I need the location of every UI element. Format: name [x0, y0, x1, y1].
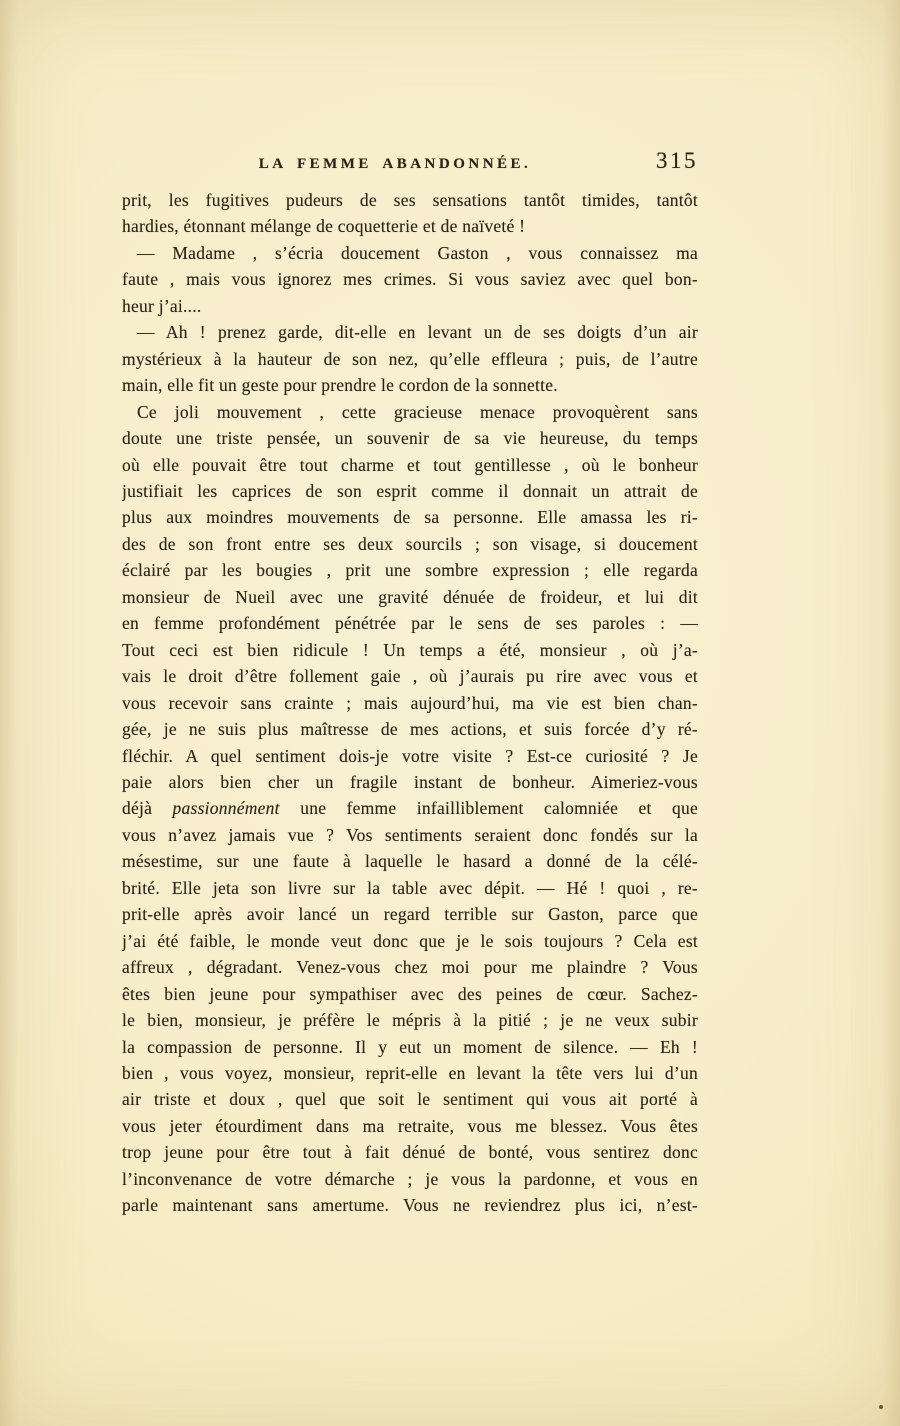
text-segment: — Madame , s’écria doucement Gaston , vous connaissez ma	[137, 242, 698, 263]
text-line	[122, 901, 698, 927]
text-line	[122, 848, 698, 874]
text-line	[122, 213, 698, 239]
text-segment: mésestime, sur une faute à laquelle le hasard a donné de la célé-	[122, 851, 698, 872]
text-line	[122, 954, 698, 980]
text-segment: fléchir. A quel sentiment dois-je votre visite ? Est-ce curiosité ? Je	[122, 745, 698, 766]
text-line	[122, 928, 698, 954]
text-line	[122, 425, 698, 451]
text-segment: éclairé par les bougies , prit une sombre expression ; elle regarda	[122, 560, 698, 581]
text-line	[122, 1113, 698, 1139]
text-segment: j’ai été faible, le monde veut donc que je le sois toujours ? Cela est	[122, 930, 698, 951]
text-segment: — Ah ! prenez garde, dit-elle en levant un de ses doigts d’un air	[137, 322, 698, 343]
text-line	[122, 240, 698, 266]
text-segment: prit, les fugitives pudeurs de ses sensations tantôt timides, tantôt	[122, 190, 698, 210]
page-edge-shadow-left	[0, 0, 18, 1426]
page-edge-shadow-right	[882, 0, 900, 1426]
text-line	[122, 1034, 698, 1060]
text-line	[122, 637, 698, 663]
text-segment: Ce joli mouvement , cette gracieuse menace provoquèrent sans	[137, 401, 698, 422]
text-line	[122, 1139, 698, 1165]
text-segment: paie alors bien cher un fragile instant de bonheur. Aimeriez-vous	[122, 771, 698, 792]
text-segment: l’inconvenance de votre démarche ; je vous la pardonne, et vous en	[122, 1168, 698, 1189]
text-line	[122, 1166, 698, 1192]
text-segment: main, elle fit un geste pour prendre le cordon de la sonnette.	[122, 375, 558, 396]
text-segment: faute , mais vous ignorez mes crimes. Si vous saviez avec quel bon-	[122, 269, 698, 290]
text-line	[122, 1086, 698, 1112]
page-number: 315	[656, 148, 698, 173]
text-line	[122, 1060, 698, 1086]
text-line	[122, 452, 698, 478]
text-segment: où elle pouvait être tout charme et tout gentillesse , où le bonheur	[122, 454, 698, 475]
text-segment: heur j’ai....	[122, 295, 202, 316]
text-segment: bien , vous voyez, monsieur, reprit-elle en levant la tête vers lui d’un	[122, 1062, 698, 1083]
text-line	[122, 743, 698, 769]
text-line	[122, 187, 698, 213]
text-segment: mystérieux à la hauteur de son nez, qu’elle effleura ; puis, de l’autre	[122, 348, 698, 369]
text-line	[122, 372, 698, 398]
text-segment: plus aux moindres mouvements de sa personne. Elle amassa les ri-	[122, 507, 698, 528]
text-segment: Tout ceci est bien ridicule ! Un temps a été, monsieur , où j’a-	[122, 639, 698, 660]
text-line	[122, 663, 698, 689]
text-segment: monsieur de Nueil avec une gravité dénuée de froideur, et lui dit	[122, 586, 698, 607]
text-line	[122, 981, 698, 1007]
text-line	[122, 399, 698, 425]
text-line	[122, 1007, 698, 1033]
text-segment: êtes bien jeune pour sympathiser avec des peines de cœur. Sachez-	[122, 983, 698, 1004]
body-text	[122, 187, 698, 1219]
text-line	[122, 293, 698, 319]
text-segment: une femme infailliblement calomniée et que	[279, 798, 698, 819]
text-segment: vais le droit d’être follement gaie , où j’aurais pu rire avec vous et	[122, 666, 698, 687]
text-segment: le bien, monsieur, je préfère le mépris à la pitié ; je ne veux subir	[122, 1010, 698, 1031]
text-line	[122, 504, 698, 530]
text-line	[122, 478, 698, 504]
text-segment: affreux , dégradant. Venez-vous chez moi pour me plaindre ? Vous	[122, 957, 698, 978]
text-line	[122, 769, 698, 795]
text-segment: vous jeter étourdiment dans ma retraite, vous me blessez. Vous êtes	[122, 1115, 698, 1136]
text-segment: air triste et doux , quel que soit le sentiment qui vous ait porté à	[122, 1089, 698, 1110]
text-line	[122, 795, 698, 821]
text-line	[122, 1192, 698, 1218]
paper-speck	[879, 1405, 883, 1409]
text-line	[122, 319, 698, 345]
text-segment: parle maintenant sans amertume. Vous ne reviendrez plus ici, n’est-	[122, 1195, 698, 1216]
text-line	[122, 346, 698, 372]
text-line	[122, 531, 698, 557]
text-segment: justifiait les caprices de son esprit comme il donnait un attrait de	[122, 480, 698, 501]
running-header	[122, 148, 698, 182]
text-segment: vous n’avez jamais vue ? Vos sentiments seraient donc fondés sur la	[122, 824, 698, 845]
text-line	[122, 716, 698, 742]
text-segment: la compassion de personne. Il y eut un moment de silence. — Eh !	[122, 1036, 698, 1057]
text-line	[122, 610, 698, 636]
text-segment: des de son front entre ses deux sourcils ; son visage, si doucement	[122, 533, 698, 554]
text-line	[122, 266, 698, 292]
text-line	[122, 557, 698, 583]
text-segment: hardies, étonnant mélange de coquetterie et de naïveté !	[122, 216, 526, 237]
text-segment: trop jeune pour être tout à fait dénué de bonté, vous sentirez donc	[122, 1142, 698, 1163]
text-segment: vous recevoir sans crainte ; mais aujourd’hui, ma vie est bien chan-	[122, 692, 698, 713]
text-segment: doute une triste pensée, un souvenir de sa vie heureuse, du temps	[122, 428, 698, 449]
text-line	[122, 584, 698, 610]
text-line	[122, 690, 698, 716]
text-segment: gée, je ne suis plus maîtresse de mes actions, et suis forcée d’y ré-	[122, 719, 698, 740]
text-line	[122, 875, 698, 901]
text-segment: brité. Elle jeta son livre sur la table avec dépit. — Hé ! quoi , re-	[122, 877, 698, 898]
text-segment: en femme profondément pénétrée par le sens de ses paroles : —	[122, 613, 698, 634]
text-segment: déjà	[122, 798, 173, 819]
running-header-title: LA FEMME ABANDONNÉE.	[258, 156, 532, 172]
text-line	[122, 822, 698, 848]
italic-text-segment: passionnément	[172, 798, 280, 819]
text-segment: prit-elle après avoir lancé un regard terrible sur Gaston, parce que	[122, 904, 698, 925]
